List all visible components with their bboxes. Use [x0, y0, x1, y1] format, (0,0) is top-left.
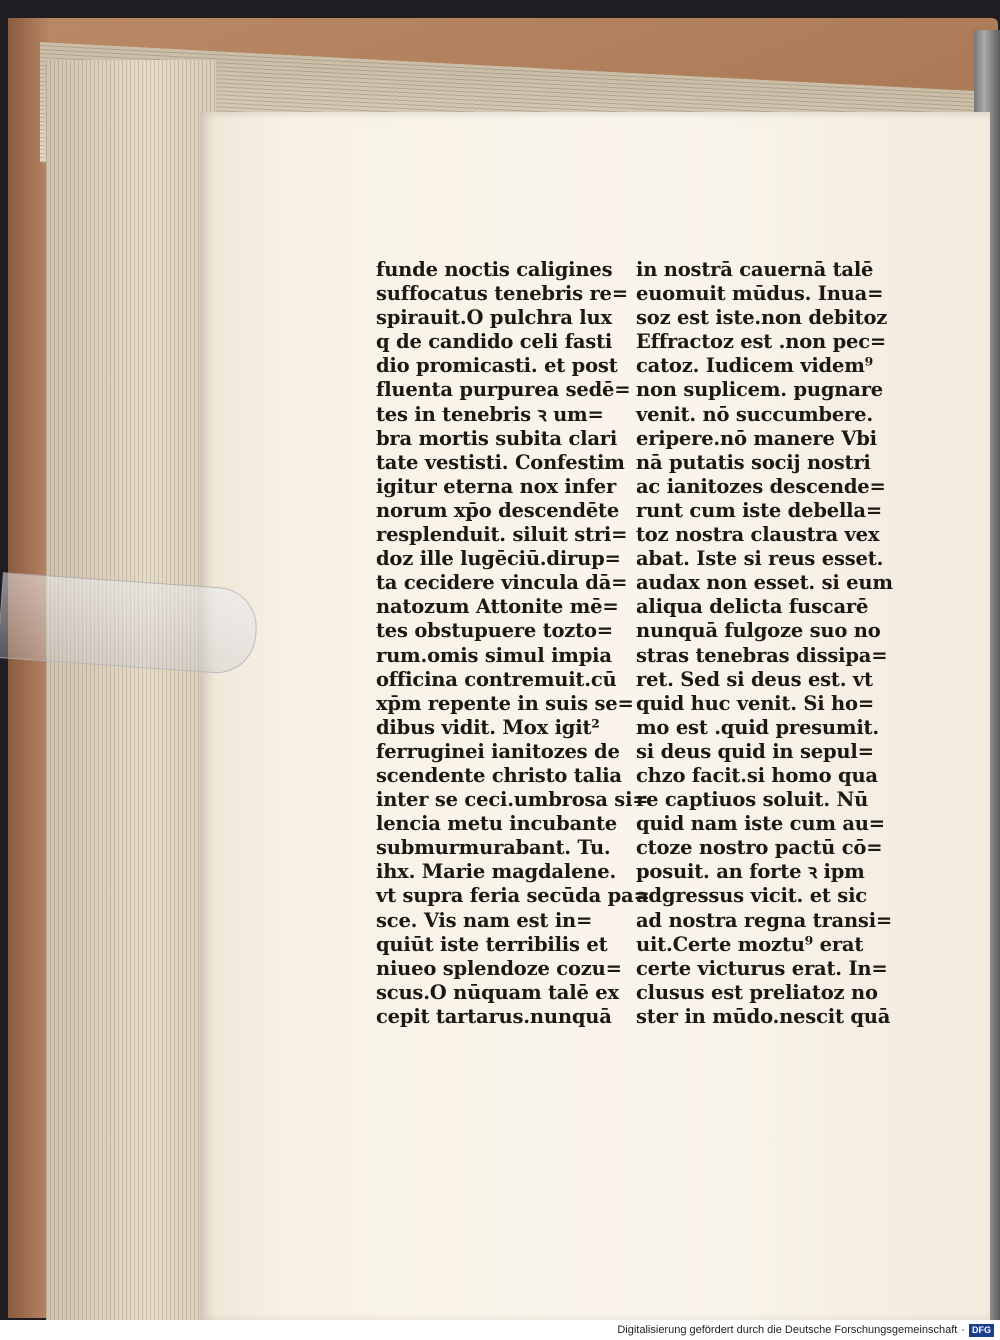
left-column-line: niueo splendoze cozu= [376, 956, 622, 980]
plastic-bookmark-strip [0, 572, 259, 676]
left-column-line: dio promicasti. et post [376, 354, 618, 378]
left-column-line: ihx. Marie magdalene. [376, 860, 617, 884]
text-column-left [376, 258, 650, 1029]
right-column-line: posuit. an forte ꝛ ipm [636, 860, 865, 884]
dfg-logo: DFG [969, 1324, 994, 1337]
right-column-line: non suplicem. pugnare [636, 378, 883, 402]
left-column-line: ta cecidere vincula dā= [376, 571, 628, 595]
right-column-line: stras tenebras dissipa= [636, 643, 888, 667]
left-column-line: inter se ceci.umbrosa si= [376, 788, 649, 812]
text-column-right [636, 258, 893, 1029]
right-column-line: mo est .quid presumit. [636, 715, 879, 739]
right-column-line: adgressus vicit. et sic [636, 884, 867, 908]
left-column-line: funde noctis caligines [376, 258, 613, 281]
left-column-line: igitur eterna nox infer [376, 474, 617, 498]
right-column-line: chzo facit.si homo qua [636, 763, 878, 787]
right-column-line: clusus est preliatoz no [636, 980, 878, 1004]
footer-separator: · [961, 1324, 965, 1336]
left-column-line: lencia metu incubante [376, 812, 618, 836]
left-column-line: q de candido celi fasti [376, 330, 613, 354]
left-column-line: suffocatus tenebris re= [376, 282, 628, 306]
left-column-line: tes obstupuere tozto= [376, 619, 613, 643]
right-column-line: venit. nō succumbere. [636, 402, 873, 426]
left-column-line: tes in tenebris ꝛ um= [376, 402, 604, 426]
left-column-line: resplenduit. siluit stri= [376, 523, 628, 547]
right-column-line: runt cum iste debella= [636, 498, 882, 522]
right-column-line: ster in mūdo.nescit quā [636, 1004, 891, 1028]
left-column-line: officina contremuit.cū [376, 667, 617, 691]
right-column-line: si deus quid in sepul= [636, 739, 874, 763]
footer-bar [0, 1320, 1000, 1340]
right-column-line: audax non esset. si eum [636, 571, 893, 595]
page-block-fore-edge [46, 60, 216, 1320]
left-column-line: tate vestisti. Confestim [376, 450, 625, 474]
right-column-line: ad nostra regna transi= [636, 908, 893, 932]
right-column-line: catoz. Iudicem videm⁹ [636, 354, 873, 378]
left-column-line: bra mortis subita clari [376, 426, 618, 450]
right-column-line: soz est iste.non debitoz [636, 306, 888, 330]
right-column-line: re captiuos soluit. Nū [636, 788, 869, 812]
left-column-line: quiūt iste terribilis et [376, 932, 608, 956]
left-column-line: scendente christo talia [376, 763, 622, 787]
right-column-line: quid huc venit. Si ho= [636, 691, 874, 715]
left-column-line: spirauit.O pulchra lux [376, 306, 612, 330]
right-column-line: certe victurus erat. In= [636, 956, 888, 980]
right-column-line: nunquā fulgoze suo no [636, 619, 881, 643]
right-column-line: in nostrā cauernā talē [636, 258, 874, 281]
right-column-line: uit.Certe moztu⁹ erat [636, 932, 864, 956]
footer-credit-text: Digitalisierung gefördert durch die Deutsche Forschungsgemeinschaft [617, 1324, 958, 1336]
left-column-line: cepit tartarus.nunquā [376, 1004, 612, 1028]
left-column-line: natozum Attonite mē= [376, 595, 619, 619]
right-column-line: toz nostra claustra vex [636, 523, 880, 547]
right-column-line: aliqua delicta fuscarē [636, 595, 869, 619]
left-column-line: scus.O nūquam talē ex [376, 980, 619, 1004]
right-column-line: eripere.nō manere Vbi [636, 426, 877, 450]
left-column-line: dibus vidit. Mox igit² [376, 715, 600, 739]
right-column-line: ac ianitozes descende= [636, 474, 886, 498]
right-column-line: euomuit mūdus. Inua= [636, 282, 884, 306]
right-column-line: ret. Sed si deus est. vt [636, 667, 873, 691]
left-column-line: doz ille lugēciū.dirup= [376, 547, 621, 571]
left-column-line: submurmurabant. Tu. [376, 836, 611, 860]
left-column-line: xp̄m repente in suis se= [376, 691, 634, 715]
left-column-line: ferruginei ianitozes de [376, 739, 620, 763]
cover-shadow [8, 18, 48, 1318]
left-column-line: sce. Vis nam est in= [376, 908, 593, 932]
right-column-line: quid nam iste cum au= [636, 812, 885, 836]
left-column-line: rum.omis simul impia [376, 643, 612, 667]
right-column-line: nā putatis socij nostri [636, 450, 871, 474]
right-column-line: abat. Iste si reus esset. [636, 547, 884, 571]
right-column-line: ctoze nostro pactū cō= [636, 836, 883, 860]
left-column-line: vt supra feria secūda pa= [376, 884, 650, 908]
left-column-line: norum xp̄o descendēte [376, 498, 620, 522]
right-column-line: Effractoz est .non pec= [636, 330, 887, 354]
left-column-line: fluenta purpurea sedē= [376, 378, 631, 402]
